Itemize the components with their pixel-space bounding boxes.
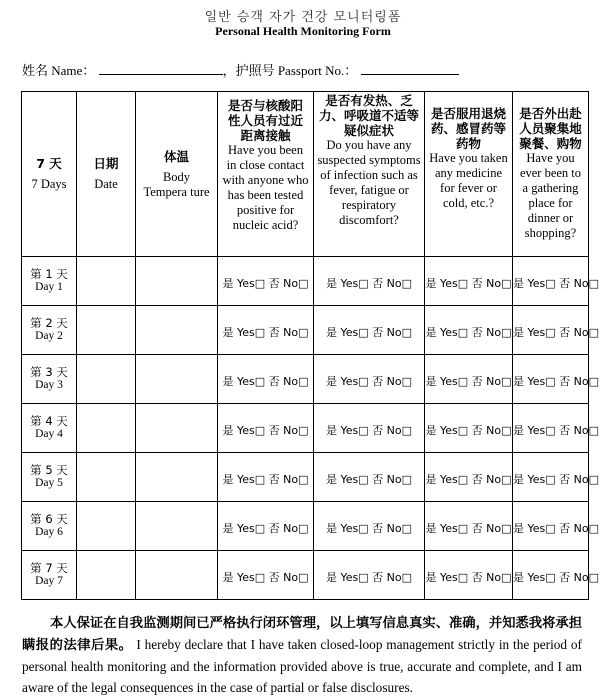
date-cell[interactable] [77,404,136,453]
yes-no-checkbox[interactable]: 是 Yes□ 否 No□ [425,423,512,437]
header-body-temperature [136,92,218,257]
date-cell[interactable] [77,551,136,600]
answer-cell[interactable] [513,551,599,600]
health-monitoring-table [21,91,599,600]
header-medicine [425,92,513,257]
yes-no-checkbox[interactable]: 是 Yes□ 否 No□ [326,276,412,290]
answer-cell[interactable] [218,453,314,502]
answer-cell[interactable] [218,257,314,306]
name-label-en: Name： [48,63,96,78]
passport-label-en: Passport No.： [274,63,358,78]
answer-cell[interactable] [513,453,599,502]
yes-no-checkbox[interactable]: 是 Yes□ 否 No□ [513,276,599,290]
name-field[interactable] [99,62,223,75]
day-label-en: Day 2 [35,330,63,342]
passport-label-zh: ，护照号 [222,64,275,79]
day-label-zh: 第 5 天 [30,463,68,477]
table-row [22,355,589,404]
header-label-en: Body Tempera ture [143,169,210,199]
answer-cell[interactable] [314,551,425,600]
header-label-zh: 是否外出赴人员聚集地聚餐、购物 [519,106,582,151]
table-row [22,306,589,355]
header-label-en: Have you been in close contact with anyone who has been tested positive for nucleic acid? [222,143,309,232]
yes-no-checkbox[interactable]: 是 Yes□ 否 No□ [326,472,412,486]
day-label-en: Day 5 [35,477,63,489]
answer-cell[interactable] [513,306,599,355]
answer-cell[interactable] [218,355,314,404]
yes-no-checkbox[interactable]: 是 Yes□ 否 No□ [425,374,512,388]
answer-cell[interactable] [513,404,599,453]
header-label-en: 7 Days [31,177,67,191]
yes-no-checkbox[interactable]: 是 Yes□ 否 No□ [222,472,309,486]
day-cell [22,306,77,355]
yes-no-checkbox[interactable]: 是 Yes□ 否 No□ [513,472,599,486]
answer-cell[interactable] [218,551,314,600]
day-label-zh: 第 1 天 [30,267,68,281]
day-label-en: Day 6 [35,526,63,538]
header-label-zh: 日期 [93,156,119,171]
yes-no-checkbox[interactable]: 是 Yes□ 否 No□ [513,374,599,388]
answer-cell[interactable] [314,306,425,355]
korean-title: 일반 승객 자가 건강 모니터링폼 [204,10,402,25]
answer-cell[interactable] [513,355,599,404]
yes-no-checkbox[interactable]: 是 Yes□ 否 No□ [222,423,309,437]
day-cell [22,453,77,502]
table-row [22,502,589,551]
form-title: Personal Health Monitoring Form [215,24,391,38]
table-row [22,551,589,600]
declaration-zh: 本人保证在自我监测期间已严格执行闭环管理，以上填写信息真实、准确，并知悉我将承担瞒报的法律后果。 [22,616,582,653]
temperature-cell[interactable] [136,453,218,502]
passport-field[interactable] [361,62,459,75]
temperature-cell[interactable] [136,355,218,404]
day-label-en: Day 7 [35,575,63,587]
date-cell[interactable] [77,453,136,502]
header-gathering [513,92,589,257]
header-label-zh: 体温 [163,148,189,164]
yes-no-checkbox[interactable]: 是 Yes□ 否 No□ [222,276,309,290]
header-symptoms [314,92,425,257]
header-label-zh: 7 天 [36,156,62,171]
answer-cell[interactable] [425,404,513,453]
day-label-zh: 第 4 天 [30,414,68,428]
yes-no-checkbox[interactable]: 是 Yes□ 否 No□ [513,570,599,584]
yes-no-checkbox[interactable]: 是 Yes□ 否 No□ [326,570,412,584]
day-label-en: Day 4 [35,428,63,440]
answer-cell[interactable] [218,502,314,551]
yes-no-checkbox[interactable]: 是 Yes□ 否 No□ [222,374,309,388]
yes-no-checkbox[interactable]: 是 Yes□ 否 No□ [425,521,512,535]
date-cell[interactable] [77,355,136,404]
yes-no-checkbox[interactable]: 是 Yes□ 否 No□ [326,325,412,339]
yes-no-checkbox[interactable]: 是 Yes□ 否 No□ [425,325,512,339]
header-label-zh: 是否与核酸阳性人员有过近距离接触 [227,98,303,143]
yes-no-checkbox[interactable]: 是 Yes□ 否 No□ [222,521,309,535]
date-cell[interactable] [77,306,136,355]
answer-cell[interactable] [218,306,314,355]
header-7-days [22,92,77,257]
table-row [22,404,589,453]
declaration-en: I hereby declare that I have taken closed-loop management strictly in the period of personal health monitoring and the information provided above is true, accurate and complete, and I am aware of the legal consequences in the case of partial or false disclosures. [22,637,582,695]
table-row [22,453,589,502]
header-date [77,92,136,257]
answer-cell[interactable] [513,257,599,306]
yes-no-checkbox[interactable]: 是 Yes□ 否 No□ [513,423,599,437]
header-label-zh: 是否有发热、乏力、呼吸道不适等疑似症状 [318,93,419,138]
header-label-en: Have you taken any medicine for fever or cold, etc.? [429,151,508,210]
day-label-zh: 第 3 天 [30,365,68,379]
yes-no-checkbox[interactable]: 是 Yes□ 否 No□ [326,521,412,535]
yes-no-checkbox[interactable]: 是 Yes□ 否 No□ [222,570,309,584]
declaration [22,612,582,698]
table-row [22,257,589,306]
yes-no-checkbox[interactable]: 是 Yes□ 否 No□ [425,276,512,290]
yes-no-checkbox[interactable]: 是 Yes□ 否 No□ [326,374,412,388]
yes-no-checkbox[interactable]: 是 Yes□ 否 No□ [513,325,599,339]
yes-no-checkbox[interactable]: 是 Yes□ 否 No□ [425,472,512,486]
answer-cell[interactable] [314,257,425,306]
day-label-zh: 第 2 天 [30,316,68,330]
header-label-en: Have you ever been to a gathering place for dinner or shopping? [519,151,582,240]
yes-no-checkbox[interactable]: 是 Yes□ 否 No□ [326,423,412,437]
answer-cell[interactable] [425,306,513,355]
day-cell [22,551,77,600]
answer-cell[interactable] [425,502,513,551]
yes-no-checkbox[interactable]: 是 Yes□ 否 No□ [222,325,309,339]
day-cell [22,257,77,306]
answer-cell[interactable] [314,404,425,453]
temperature-cell[interactable] [136,306,218,355]
header-label-en: Do you have any suspected symptoms of infection such as fever, fatigue or respiratory discomfort? [317,138,421,227]
name-passport-line [22,60,459,79]
answer-cell[interactable] [218,404,314,453]
day-label-zh: 第 6 天 [30,512,68,526]
yes-no-checkbox[interactable]: 是 Yes□ 否 No□ [425,570,512,584]
day-cell [22,502,77,551]
header-close-contact [218,92,314,257]
answer-cell[interactable] [425,257,513,306]
day-cell [22,404,77,453]
day-label-zh: 第 7 天 [30,561,68,575]
date-cell[interactable] [77,502,136,551]
answer-cell[interactable] [314,355,425,404]
header-label-zh: 是否服用退烧药、感冒药等药物 [430,106,506,151]
answer-cell[interactable] [513,502,599,551]
yes-no-checkbox[interactable]: 是 Yes□ 否 No□ [513,521,599,535]
date-cell[interactable] [77,257,136,306]
day-label-en: Day 3 [35,379,63,391]
header-label-en: Date [94,177,118,191]
name-label-zh: 姓名 [22,64,49,79]
temperature-cell[interactable] [136,257,218,306]
temperature-cell[interactable] [136,551,218,600]
answer-cell[interactable] [314,502,425,551]
temperature-cell[interactable] [136,404,218,453]
answer-cell[interactable] [425,355,513,404]
answer-cell[interactable] [425,453,513,502]
temperature-cell[interactable] [136,502,218,551]
day-label-en: Day 1 [35,281,63,293]
answer-cell[interactable] [425,551,513,600]
day-cell [22,355,77,404]
answer-cell[interactable] [314,453,425,502]
